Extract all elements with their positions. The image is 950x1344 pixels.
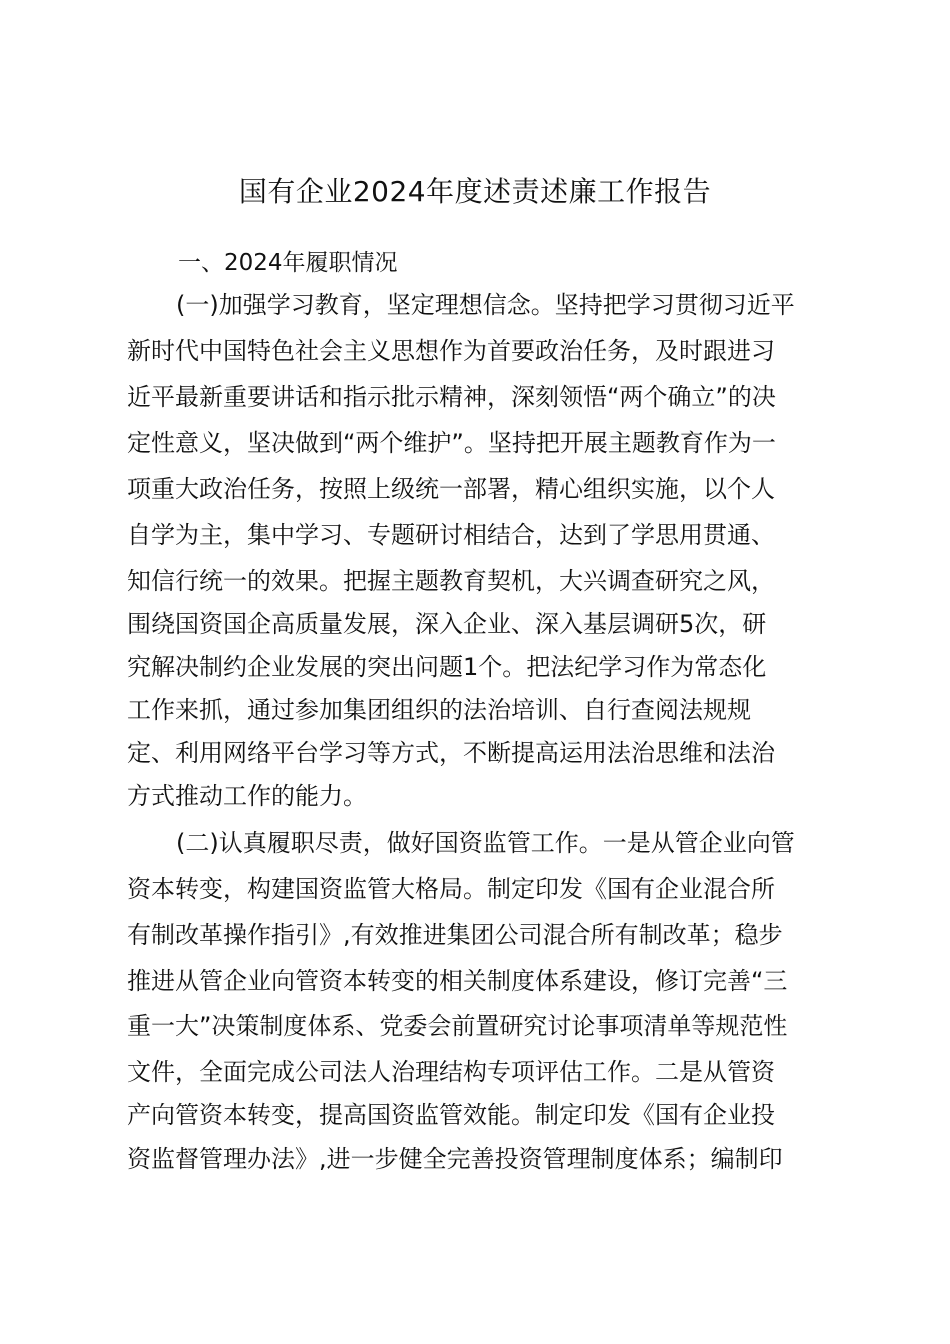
text-line: 文件，全面完成公司法人治理结构专项评估工作。二是从管资 [127,1058,775,1086]
text-line: 重一大”决策制度体系、党委会前置研究讨论事项清单等规范性 [127,1012,788,1040]
text-line: 围绕国资国企高质量发展，深入企业、深入基层调研5次，研 [127,610,767,638]
text-line: 究解决制约企业发展的突出问题1个。把法纪学习作为常态化 [127,653,767,681]
text-line: 定性意义，坚决做到“两个维护”。坚持把开展主题教育作为一 [127,429,776,457]
text-line: 工作来抓，通过参加集团组织的法治培训、自行查阅法规规 [127,696,751,724]
text-line: 自学为主，集中学习、专题研讨相结合，达到了学思用贯通、 [127,521,775,549]
text-line: 项重大政治任务，按照上级统一部署，精心组织实施，以个人 [127,475,775,503]
text-line: 近平最新重要讲话和指示批示精神，深刻领悟“两个确立”的决 [127,383,776,411]
text-line: 方式推动工作的能力。 [127,782,367,810]
text-line: 资本转变，构建国资监管大格局。制定印发《国有企业混合所 [127,875,775,903]
document-title: 国有企业2024年度述责述廉工作报告 [238,175,712,208]
text-line: 新时代中国特色社会主义思想作为首要政治任务，及时跟进习 [127,337,775,365]
text-line: 资监督管理办法》,进一步健全完善投资管理制度体系；编制印 [127,1145,783,1173]
text-line: 有制改革操作指引》,有效推进集团公司混合所有制改革；稳步 [127,921,783,949]
text-line: 产向管资本转变，提高国资监管效能。制定印发《国有企业投 [127,1101,775,1129]
text-line: (二)认真履职尽责，做好国资监管工作。一是从管企业向管 [176,829,795,857]
text-line: (一)加强学习教育，坚定理想信念。坚持把学习贯彻习近平 [176,291,795,319]
section-heading: 一、2024年履职情况 [178,250,398,276]
text-line: 知信行统一的效果。把握主题教育契机，大兴调查研究之风， [127,567,775,595]
text-line: 定、利用网络平台学习等方式，不断提高运用法治思维和法治 [127,739,775,767]
text-line: 推进从管企业向管资本转变的相关制度体系建设，修订完善“三 [127,967,788,995]
